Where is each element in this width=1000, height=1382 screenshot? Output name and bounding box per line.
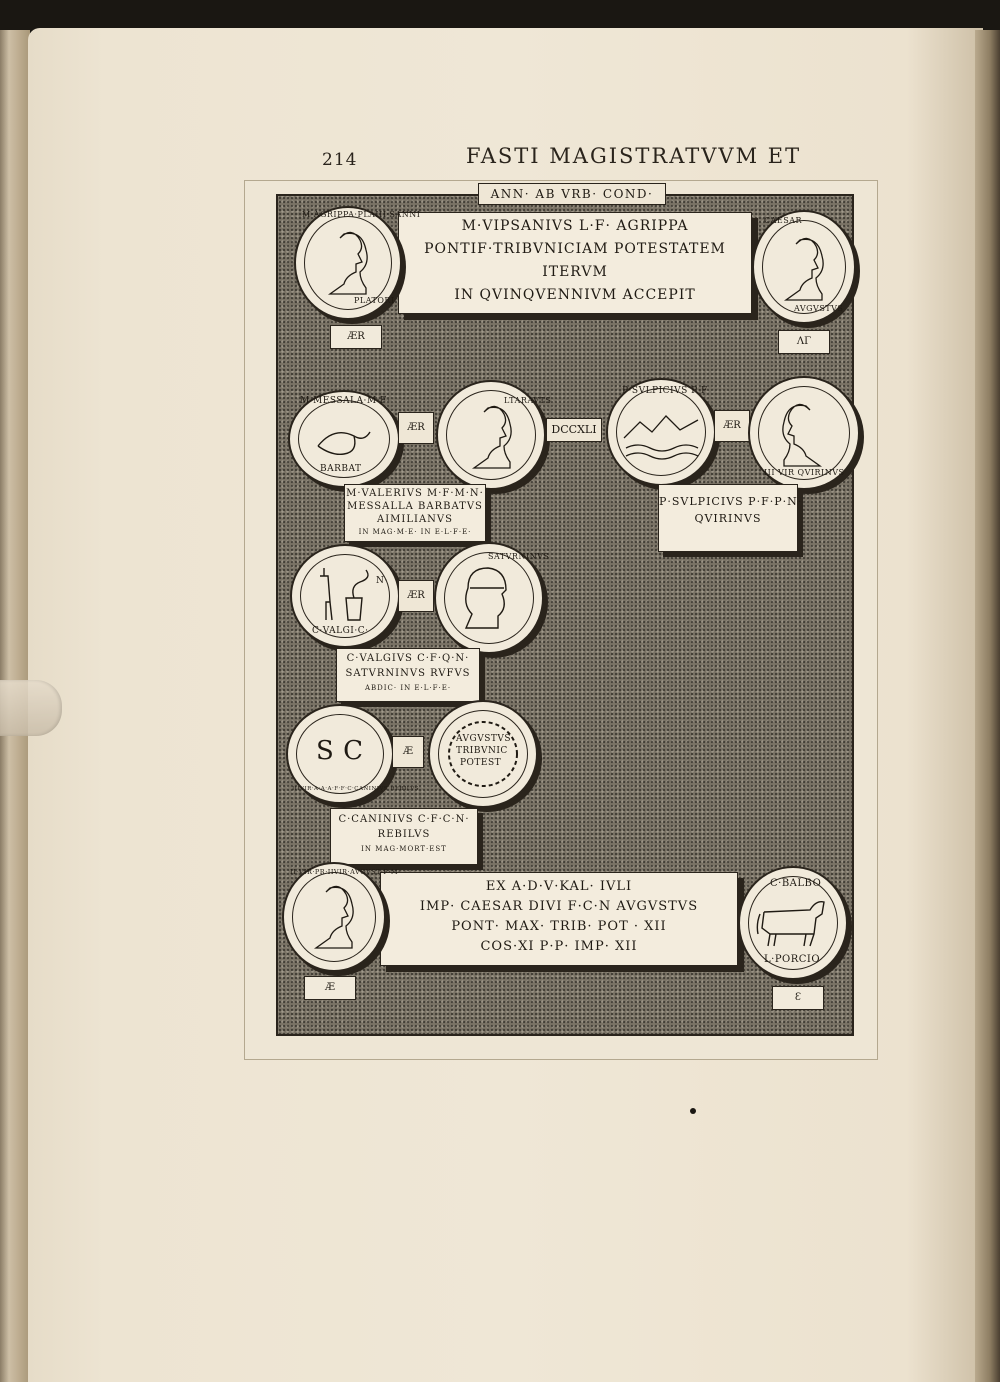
- coin-agrippa: [294, 206, 421, 320]
- pedestal-bull: Ɛ: [772, 986, 824, 1010]
- helmeted-head-icon: [458, 564, 512, 636]
- portrait-head-icon: [326, 228, 370, 298]
- coin-bull: [738, 866, 848, 980]
- coin-messalla-right: [436, 380, 552, 490]
- coin-sulpicius-right: [748, 376, 860, 490]
- coin-legend: III VIR QVIRINVS: [764, 468, 845, 477]
- coin-legend: SATVRNINVS: [488, 552, 550, 561]
- tablet-line: REBILVS: [377, 829, 431, 840]
- page-number: 214: [322, 150, 358, 170]
- tablet-line: M·VIPSANIVS L·F· AGRIPPA: [461, 218, 689, 234]
- year-number: DCCXLI: [546, 418, 602, 442]
- coin-legend: II·VIR·PR·IIVIR·AVGVST·P·M·: [290, 868, 401, 876]
- tablet-line: ABDIC· IN E·L·F·E·: [364, 684, 452, 692]
- tablet-augustus: [380, 872, 738, 966]
- tablet-agrippa: [398, 212, 752, 314]
- tablet-messalla: [344, 484, 486, 542]
- tablet-line: IN MAG·MORT·EST: [361, 845, 447, 853]
- coin-caninius-left: [286, 704, 420, 804]
- portrait-head-icon: [780, 400, 824, 470]
- coin-legend: CAESAR: [764, 216, 803, 225]
- tablet-line: SATVRNINVS RVFVS: [345, 668, 471, 679]
- coin-center-text: S C: [316, 736, 364, 766]
- tablet-line: ITERVM: [542, 264, 608, 280]
- pedestal-agrippa: ÆR: [330, 325, 382, 349]
- portrait-head-icon: [782, 234, 826, 304]
- coin-sulpicius-left: [606, 378, 716, 486]
- tablet-line: IMP· CAESAR DIVI F·C·N AVGVSTVS: [419, 899, 699, 914]
- tablet-line: IN MAG·M·E· IN E·L·F·E·: [358, 528, 472, 536]
- tablet-sulpicius: [658, 484, 803, 552]
- dolphin-icon: [314, 412, 374, 462]
- tablet-line: M·VALERIVS M·F·M·N·: [346, 488, 484, 499]
- portrait-head-icon: [470, 402, 514, 472]
- year-label: ANN· AB VRB· COND·: [478, 183, 666, 205]
- coin-valgius-left: [290, 544, 400, 648]
- coin-valgius-right: [434, 542, 550, 654]
- coin-legend: LTARAVTS: [504, 396, 552, 405]
- connector-valgius: ÆR: [398, 580, 434, 612]
- tablet-line: PONTIF·TRIBVNICIAM POTESTATEM: [424, 241, 726, 257]
- tablet-line: C·CANINIVS C·F·C·N·: [338, 814, 470, 825]
- figure-altar-icon: [312, 562, 378, 628]
- coin-legend: C·BALBO: [770, 878, 822, 889]
- connector-caninius: Æ: [392, 736, 424, 768]
- running-title: FASTI MAGISTRATVVM ET: [466, 144, 802, 168]
- coin-text: TRIBVNIC: [456, 746, 508, 756]
- tablet-line: C·VALGIVS C·F·Q·N·: [346, 653, 470, 664]
- coin-augustus: [282, 862, 401, 972]
- landscape-scene-icon: [622, 408, 700, 462]
- coin-text: AVGVSTVS: [456, 734, 512, 744]
- tablet-line: MESSALLA BARBATVS: [347, 501, 483, 512]
- portrait-head-icon: [312, 882, 356, 952]
- coin-legend: C·VALGI·C·: [312, 626, 369, 636]
- coin-legend: M·AGRIPPA·PLAIII·SANNI: [302, 210, 421, 219]
- connector-messalla: ÆR: [398, 412, 434, 444]
- ink-speck: [690, 1108, 696, 1114]
- coin-legend: M·MESSALA·M·F·: [300, 396, 391, 406]
- running-header: [0, 142, 1000, 172]
- coin-legend: AVGVSTVS: [794, 304, 844, 313]
- coin-legend: P·SVLPICIVS P·F: [622, 386, 708, 396]
- tablet-line: AIMILIANVS: [377, 514, 453, 525]
- tablet-line: EX A·D·V·KAL· IVLI: [485, 879, 633, 894]
- tablet-line: COS·XI P·P· IMP· XII: [480, 939, 638, 954]
- tablet-line: IN QVINQVENNIVM ACCEPIT: [454, 287, 696, 303]
- coin-messalla-left: [288, 390, 400, 488]
- page-gutter-right: [975, 30, 1000, 1382]
- coin-legend: N·: [376, 576, 388, 586]
- tablet-line: P·SVLPICIVS P·F·P·N·: [659, 495, 803, 508]
- connector-sulpicius: ÆR: [714, 410, 750, 442]
- coin-legend: L·PORCIO: [764, 954, 821, 965]
- pedestal-caesar: ΛΓ: [778, 330, 830, 354]
- coin-legend: BARBAT: [320, 464, 362, 474]
- coin-legend: IIIVIR·A·A·A·F·F·C·CANINIVS REBILVS: [292, 786, 420, 792]
- page-clip: [0, 680, 62, 736]
- tablet-line: PONT· MAX· TRIB· POT · XII: [451, 919, 667, 934]
- pedestal-augustus: Æ: [304, 976, 356, 1000]
- tablet-valgius: [336, 648, 480, 702]
- bull-icon: [756, 894, 830, 950]
- tablet-line: QVIRINVS: [694, 512, 762, 525]
- coin-caninius-right: [428, 700, 538, 808]
- tablet-caninius: [330, 808, 478, 865]
- coin-text: POTEST: [460, 758, 502, 768]
- coin-legend: PLATORI: [354, 296, 395, 305]
- coin-caesar: [752, 210, 856, 324]
